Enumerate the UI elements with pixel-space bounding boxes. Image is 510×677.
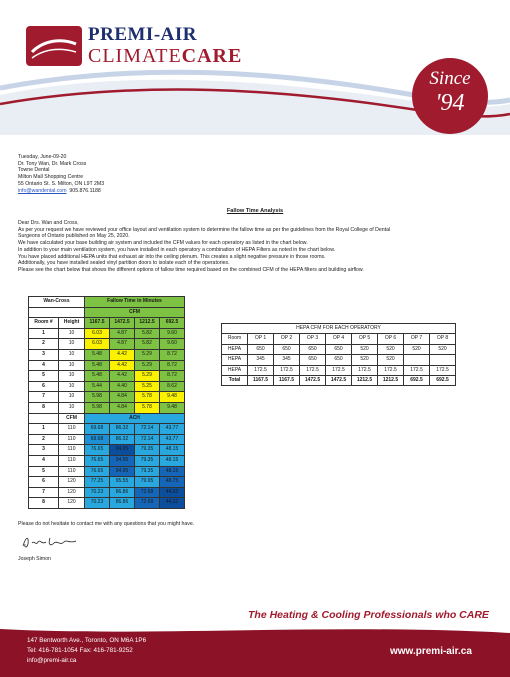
signer-name: Joseph Simon: [18, 556, 51, 562]
hepa-value-cell: 172.5: [404, 365, 430, 375]
blank-cell: [29, 413, 59, 424]
fallow-value-cell: 4.87: [110, 328, 135, 339]
ach-value-cell: 94.95: [110, 455, 135, 466]
phone: 905.876.1188: [69, 187, 101, 194]
height-cell: 10: [59, 371, 85, 382]
cfm-cell: 110: [59, 424, 85, 435]
fallow-value-cell: 4.84: [110, 402, 135, 413]
ach-value-cell: 70.23: [85, 498, 110, 509]
footer-address: 147 Bentworth Ave., Toronto, ON M6A 1P6: [27, 637, 147, 644]
fallow-value-cell: 9.48: [160, 402, 185, 413]
location: Milton Mall Shopping Centre: [18, 174, 84, 181]
paragraph: We have calculated your base building air system and included the CFM values for each operatory as listed in the chart below.: [18, 240, 308, 247]
table-row: [29, 381, 185, 392]
header-row: [29, 413, 185, 424]
ach-value-cell: 79.35: [135, 445, 160, 456]
fallow-value-cell: 5.29: [135, 371, 160, 382]
footer-website-link[interactable]: www.premi-air.ca: [390, 646, 472, 657]
ach-value-cell: 48.15: [160, 455, 185, 466]
hepa-value-cell: 692.5: [430, 376, 456, 386]
ach-value-cell: 95.55: [110, 477, 135, 488]
hepa-value-cell: 1167.5: [248, 376, 274, 386]
footer-phones: Tel: 416-781-1054 Fax: 416-781-9252: [27, 647, 133, 654]
hepa-value-cell: 172.5: [300, 365, 326, 375]
hepa-value-cell: 172.5: [326, 365, 352, 375]
hepa-value-cell: 345: [248, 355, 274, 365]
fallow-value-cell: 5.98: [85, 392, 110, 403]
hepa-value-cell: 520: [378, 344, 404, 354]
room-cell: 8: [29, 498, 59, 509]
table-row: [29, 498, 185, 509]
street-address: 55 Ontario St. S. Milton, ON L9T 2M3: [18, 180, 105, 187]
hepa-value-cell: 520: [430, 344, 456, 354]
ach-value-cell: 86.32: [110, 424, 135, 435]
fallow-value-cell: 4.42: [110, 371, 135, 382]
ach-value-cell: 86.32: [110, 434, 135, 445]
fallow-value-cell: 6.03: [85, 328, 110, 339]
since-label: Since: [429, 68, 471, 89]
height-cell: 10: [59, 328, 85, 339]
hepa-value-cell: 650: [326, 355, 352, 365]
recipient: Dr. Tony Wan, Dr. Mark Cross: [18, 160, 87, 167]
fallow-value-cell: 5.48: [85, 349, 110, 360]
fallow-value-cell: 5.48: [85, 371, 110, 382]
fallow-value-cell: 5.29: [135, 349, 160, 360]
height-cell: 10: [59, 360, 85, 371]
cfm-cell: 110: [59, 434, 85, 445]
table-row: [29, 339, 185, 350]
hepa-value-cell: 1212.5: [352, 376, 378, 386]
fallow-value-cell: 8.62: [160, 381, 185, 392]
paragraph: You have placed additional HEPA units that exhaust air into the ceiling plenum. This creates a slight negative pressure in those rooms.: [18, 253, 326, 260]
ach-value-cell: 72.68: [135, 487, 160, 498]
ach-value-cell: 43.77: [160, 434, 185, 445]
paragraph: Additionally, you have installed sealed vinyl partition doors to isolate each of the operatories.: [18, 260, 230, 267]
height-cell: 10: [59, 339, 85, 350]
ach-value-cell: 79.95: [135, 477, 160, 488]
room-cell: 7: [29, 487, 59, 498]
table-row: [29, 392, 185, 403]
ach-value-cell: 48.15: [160, 445, 185, 456]
hepa-value-cell: 172.5: [248, 365, 274, 375]
ach-value-cell: 72.68: [135, 498, 160, 509]
fallow-value-cell: 5.98: [85, 402, 110, 413]
cfm-cell: 120: [59, 487, 85, 498]
height-cell: 10: [59, 392, 85, 403]
table-row: [222, 355, 456, 365]
paragraph: Surgeons of Ontario published on May 25, 2020.: [18, 233, 130, 240]
fallow-value-cell: 4.87: [110, 339, 135, 350]
table-name-cell: Wan-Cross: [29, 297, 85, 308]
ach-value-cell: 79.35: [135, 466, 160, 477]
hepa-value-cell: HEPA: [222, 355, 248, 365]
blank-cell: [29, 307, 85, 318]
hepa-value-cell: 650: [300, 355, 326, 365]
hepa-column-header: OP 6: [378, 334, 404, 344]
hepa-value-cell: 1212.5: [378, 376, 404, 386]
cfm-cell: 120: [59, 477, 85, 488]
hepa-column-header: OP 4: [326, 334, 352, 344]
header-row: [29, 297, 185, 308]
hepa-value-cell: 1472.5: [300, 376, 326, 386]
room-cell: 3: [29, 349, 59, 360]
ach-value-cell: 76.65: [85, 445, 110, 456]
fallow-value-cell: 4.84: [110, 392, 135, 403]
hepa-value-cell: 692.5: [404, 376, 430, 386]
ach-value-cell: 86.86: [110, 498, 135, 509]
fallow-value-cell: 9.48: [160, 392, 185, 403]
letter-body: [18, 220, 498, 274]
hepa-value-cell: HEPA: [222, 365, 248, 375]
room-cell: 5: [29, 466, 59, 477]
room-cell: 2: [29, 434, 59, 445]
ach-value-cell: 70.23: [85, 487, 110, 498]
brand-logo-icon: [26, 26, 82, 66]
room-cell: 7: [29, 392, 59, 403]
letterhead: [0, 0, 510, 135]
footer: [0, 627, 510, 677]
ach-value-cell: 79.35: [135, 455, 160, 466]
ach-value-cell: 76.65: [85, 455, 110, 466]
cfm-label-cell: CFM: [85, 307, 185, 318]
table-row: [29, 466, 185, 477]
hepa-value-cell: 172.5: [430, 365, 456, 375]
hepa-value-cell: Total: [222, 376, 248, 386]
table-row: [222, 344, 456, 354]
footer-contact: [27, 636, 146, 666]
hepa-value-cell: 650: [248, 344, 274, 354]
fallow-value-cell: 5.25: [135, 381, 160, 392]
height-cell: 10: [59, 349, 85, 360]
ach-value-cell: 48.15: [160, 466, 185, 477]
room-cell: 5: [29, 371, 59, 382]
room-cell: 1: [29, 424, 59, 435]
table-row: [29, 349, 185, 360]
fallow-value-cell: 5.82: [135, 328, 160, 339]
cfm-cell: 120: [59, 498, 85, 509]
ach-value-cell: 44.32: [160, 487, 185, 498]
hepa-value-cell: 650: [300, 344, 326, 354]
fallow-value-cell: 5.44: [85, 381, 110, 392]
address-block: [18, 154, 494, 194]
ach-value-cell: 48.75: [160, 477, 185, 488]
paragraph: As per your request we have reviewed your office layout and ventilation system to determine the fallow time as per the guidelines from the Royal College of Dental: [18, 226, 391, 233]
fallow-value-cell: 9.60: [160, 339, 185, 350]
tagline: The Heating & Cooling Professionals who CARE: [248, 609, 489, 621]
fallow-value-cell: 5.82: [135, 339, 160, 350]
cfm-cell: 110: [59, 455, 85, 466]
hepa-value-cell: 172.5: [378, 365, 404, 375]
ach-header-cell: ACH: [85, 413, 185, 424]
hepa-column-header: OP 5: [352, 334, 378, 344]
cfm-cell: 110: [59, 445, 85, 456]
cfm-column-header: 1167.5: [85, 318, 110, 329]
header-row: [29, 318, 185, 329]
table-row: [29, 328, 185, 339]
header-row: [222, 334, 456, 344]
fallow-value-cell: 8.72: [160, 371, 185, 382]
hepa-value-cell: 650: [326, 344, 352, 354]
table-row: [29, 455, 185, 466]
signature: [20, 534, 80, 555]
hepa-title-cell: HEPA CFM FOR EACH OPERATORY: [222, 324, 456, 334]
ach-value-cell: 94.95: [110, 445, 135, 456]
since-year: '94: [435, 90, 465, 116]
table-row: [29, 371, 185, 382]
hepa-column-header: OP 8: [430, 334, 456, 344]
fallow-value-cell: 8.72: [160, 349, 185, 360]
table-row: [29, 487, 185, 498]
hepa-column-header: OP 3: [300, 334, 326, 344]
paragraph: In addition to your main ventilation system, you have installed in each operatory a combination of HEPA Filters as noted in the chart below.: [18, 246, 336, 253]
fallow-value-cell: 4.42: [110, 349, 135, 360]
height-cell: 10: [59, 402, 85, 413]
company: Towne Dental: [18, 167, 50, 174]
footer-email[interactable]: info@premi-air.ca: [27, 657, 77, 664]
hepa-value-cell: [404, 355, 430, 365]
fallow-value-cell: 9.60: [160, 328, 185, 339]
header-row: [29, 307, 185, 318]
table-row: [29, 434, 185, 445]
ach-value-cell: 86.86: [110, 487, 135, 498]
hepa-value-cell: 172.5: [274, 365, 300, 375]
fallow-value-cell: 4.40: [110, 381, 135, 392]
ach-value-cell: 43.77: [160, 424, 185, 435]
header-row: [222, 324, 456, 334]
table-row: [222, 376, 456, 386]
table-row: [29, 360, 185, 371]
hepa-value-cell: 520: [378, 355, 404, 365]
room-header-cell: Room #: [29, 318, 59, 329]
room-cell: 2: [29, 339, 59, 350]
ach-value-cell: 72.14: [135, 424, 160, 435]
fallow-value-cell: 8.72: [160, 360, 185, 371]
fallow-time-table: [28, 296, 185, 509]
ach-value-cell: 77.25: [85, 477, 110, 488]
email-link[interactable]: info@wandental.com: [18, 187, 67, 194]
cfm-column-header: 692.5: [160, 318, 185, 329]
height-header-cell: Height: [59, 318, 85, 329]
hepa-value-cell: HEPA: [222, 344, 248, 354]
fallow-value-cell: 5.29: [135, 360, 160, 371]
table-title-cell: Fallow Time in Minutes: [85, 297, 185, 308]
hepa-value-cell: 1167.5: [274, 376, 300, 386]
hepa-value-cell: 172.5: [352, 365, 378, 375]
ach-value-cell: 44.32: [160, 498, 185, 509]
hepa-value-cell: 650: [274, 344, 300, 354]
cfm-column-header: 1472.5: [110, 318, 135, 329]
ach-value-cell: 69.68: [85, 434, 110, 445]
closing-text: Please do not hesitate to contact me with any questions that you might have.: [18, 521, 195, 527]
paragraph: Please see the chart below that shows the different options of fallow time required based on the combined CFM of the HEPA filters and building airflow.: [18, 266, 364, 273]
fallow-value-cell: 4.42: [110, 360, 135, 371]
hepa-value-cell: 520: [404, 344, 430, 354]
hepa-value-cell: 345: [274, 355, 300, 365]
since-badge: [412, 58, 488, 134]
hepa-column-header: Room: [222, 334, 248, 344]
fallow-value-cell: 5.78: [135, 402, 160, 413]
table-row: [222, 365, 456, 375]
cfm-column-header: 1212.5: [135, 318, 160, 329]
ach-value-cell: 94.95: [110, 466, 135, 477]
brand-name: PREMI-AIR: [88, 24, 197, 45]
ach-value-cell: 69.68: [85, 424, 110, 435]
fallow-value-cell: 5.48: [85, 360, 110, 371]
room-cell: 8: [29, 402, 59, 413]
room-cell: 4: [29, 455, 59, 466]
hepa-column-header: OP 2: [274, 334, 300, 344]
room-cell: 4: [29, 360, 59, 371]
hepa-value-cell: 520: [352, 344, 378, 354]
hepa-value-cell: 1472.5: [326, 376, 352, 386]
table-row: [29, 402, 185, 413]
table-row: [29, 445, 185, 456]
letter-date: Tuesday, June-09-20: [18, 154, 67, 160]
brand-subname: CLIMATECARE: [88, 45, 243, 67]
fallow-value-cell: 5.78: [135, 392, 160, 403]
paragraph: Dear Drs. Wan and Cross,: [18, 220, 79, 226]
ach-value-cell: 76.65: [85, 466, 110, 477]
height-cell: 10: [59, 381, 85, 392]
room-cell: 6: [29, 477, 59, 488]
hepa-value-cell: [430, 355, 456, 365]
room-cell: 3: [29, 445, 59, 456]
hepa-column-header: OP 7: [404, 334, 430, 344]
cfm-cell: 110: [59, 466, 85, 477]
hepa-cfm-table: [221, 323, 456, 386]
hepa-value-cell: 520: [352, 355, 378, 365]
ach-value-cell: 72.14: [135, 434, 160, 445]
contact-line: [18, 188, 494, 195]
document-title: Fallow Time Analysis: [226, 208, 284, 214]
table-row: [29, 424, 185, 435]
hepa-column-header: OP 1: [248, 334, 274, 344]
room-cell: 6: [29, 381, 59, 392]
room-cell: 1: [29, 328, 59, 339]
table-row: [29, 477, 185, 488]
fallow-value-cell: 6.03: [85, 339, 110, 350]
cfm-header-cell: CFM: [59, 413, 85, 424]
